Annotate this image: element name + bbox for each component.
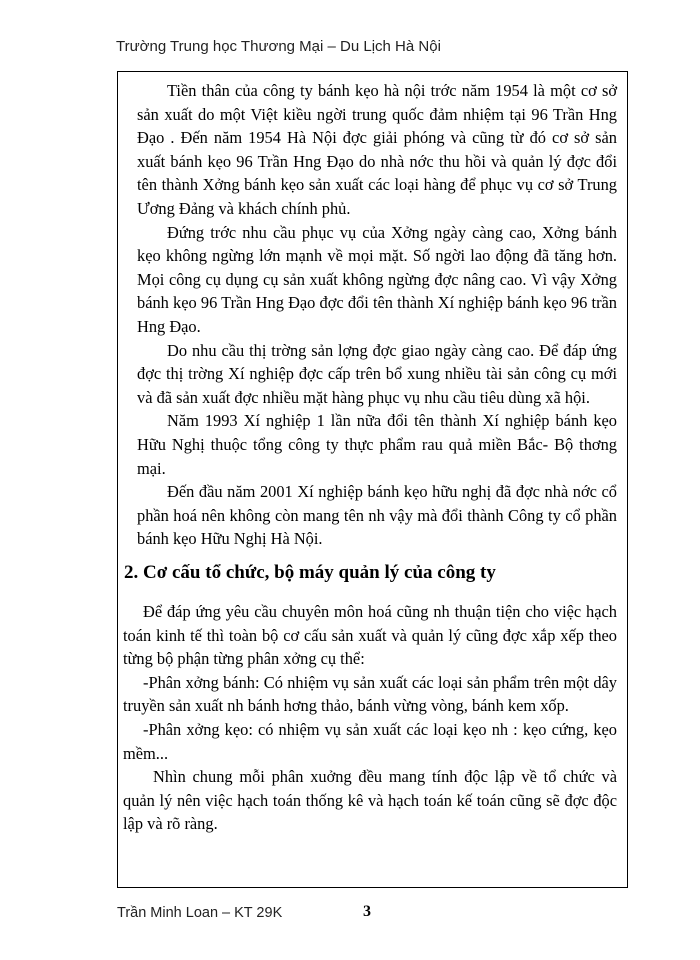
paragraph: -Phân xởng kẹo: có nhiệm vụ sản xuất các loại kẹo nh : kẹo cứng, kẹo mềm... [123,719,617,763]
organization-section [123,600,617,836]
paragraph: Đến đầu năm 2001 Xí nghiệp bánh kẹo hữu nghị đã đợc nhà nớc cổ phần hoá nên không còn mang tên nh vậy mà đổi thành Công ty cổ phần bánh kẹo Hữu Nghị Hà Nội. [137,482,617,549]
page-number: 3 [363,903,371,920]
footer-author: Trần Minh Loan – KT 29K [117,905,283,921]
section-heading: 2. Cơ cấu tổ chức, bộ máy quản lý của công ty [124,562,496,583]
paragraph: Để đáp ứng yêu cầu chuyên môn hoá cũng nh thuận tiện cho việc hạch toán kinh tế thì toàn bộ cơ cấu sản xuất và quản lý cũng đợc xắp xếp theo từng bộ phận từng phân xởng cụ thể: [123,602,617,669]
paragraph: Tiền thân của công ty bánh kẹo hà nội trớc năm 1954 là một cơ sở sản xuất do một Việt kiều ngời trung quốc đảm nhiệm tại 96 Trần Hng Đạo . Đến năm 1954 Hà Nội đợc giải phóng và cũng từ đó cơ sở sản xuất bánh kẹo 96 Trần Hng Đạo do nhà nớc thu hồi và quản lý đợc đổi tên thành Xởng bánh kẹo sản xuất các loại hàng để phục vụ cơ sở Trung Ương Đảng và khách chính phủ. [137,81,617,218]
paragraph: -Phân xởng bánh: Có nhiệm vụ sản xuất các loại sản phẩm trên một dây truyền sản xuất nh bánh hơng thảo, bánh vừng vòng, bánh kem xốp. [123,672,617,716]
paragraph: Nhìn chung mỗi phân xuởng đều mang tính độc lập về tổ chức và quản lý nên việc hạch toán thống kê và hạch toán kế toán cũng sẽ đợc độc lập và rõ ràng. [123,767,617,834]
paragraph: Năm 1993 Xí nghiệp 1 lần nữa đổi tên thành Xí nghiệp bánh kẹo Hữu Nghị thuộc tổng công ty thực phẩm rau quả miền Bắc- Bộ thơng mại. [137,411,617,478]
history-section [137,79,617,551]
paragraph: Đứng trớc nhu cầu phục vụ của Xởng ngày càng cao, Xởng bánh kẹo không ngừng lớn mạnh về mọi mặt. Số ngời lao động đã tăng hơn. Mọi công cụ dụng cụ sản xuất không ngừng đợc nâng cao. Vì vậy Xởng bánh kẹo 96 Trần Hng Đạo đợc đổi tên thành Xí nghiệp bánh kẹo 96 trần Hng Đạo. [137,222,617,336]
paragraph: Do nhu cầu thị trờng sản lợng đợc giao ngày càng cao. Để đáp ứng đợc thị trờng Xí nghiệp đợc cấp trên bổ xung nhiều tài sản công cụ mới và đã sản xuất đợc nhiều mặt hàng phục vụ nhu cầu tiêu dùng xã hội. [137,340,617,407]
page-header: Trường Trung học Thương Mại – Du Lịch Hà Nội [116,38,441,55]
